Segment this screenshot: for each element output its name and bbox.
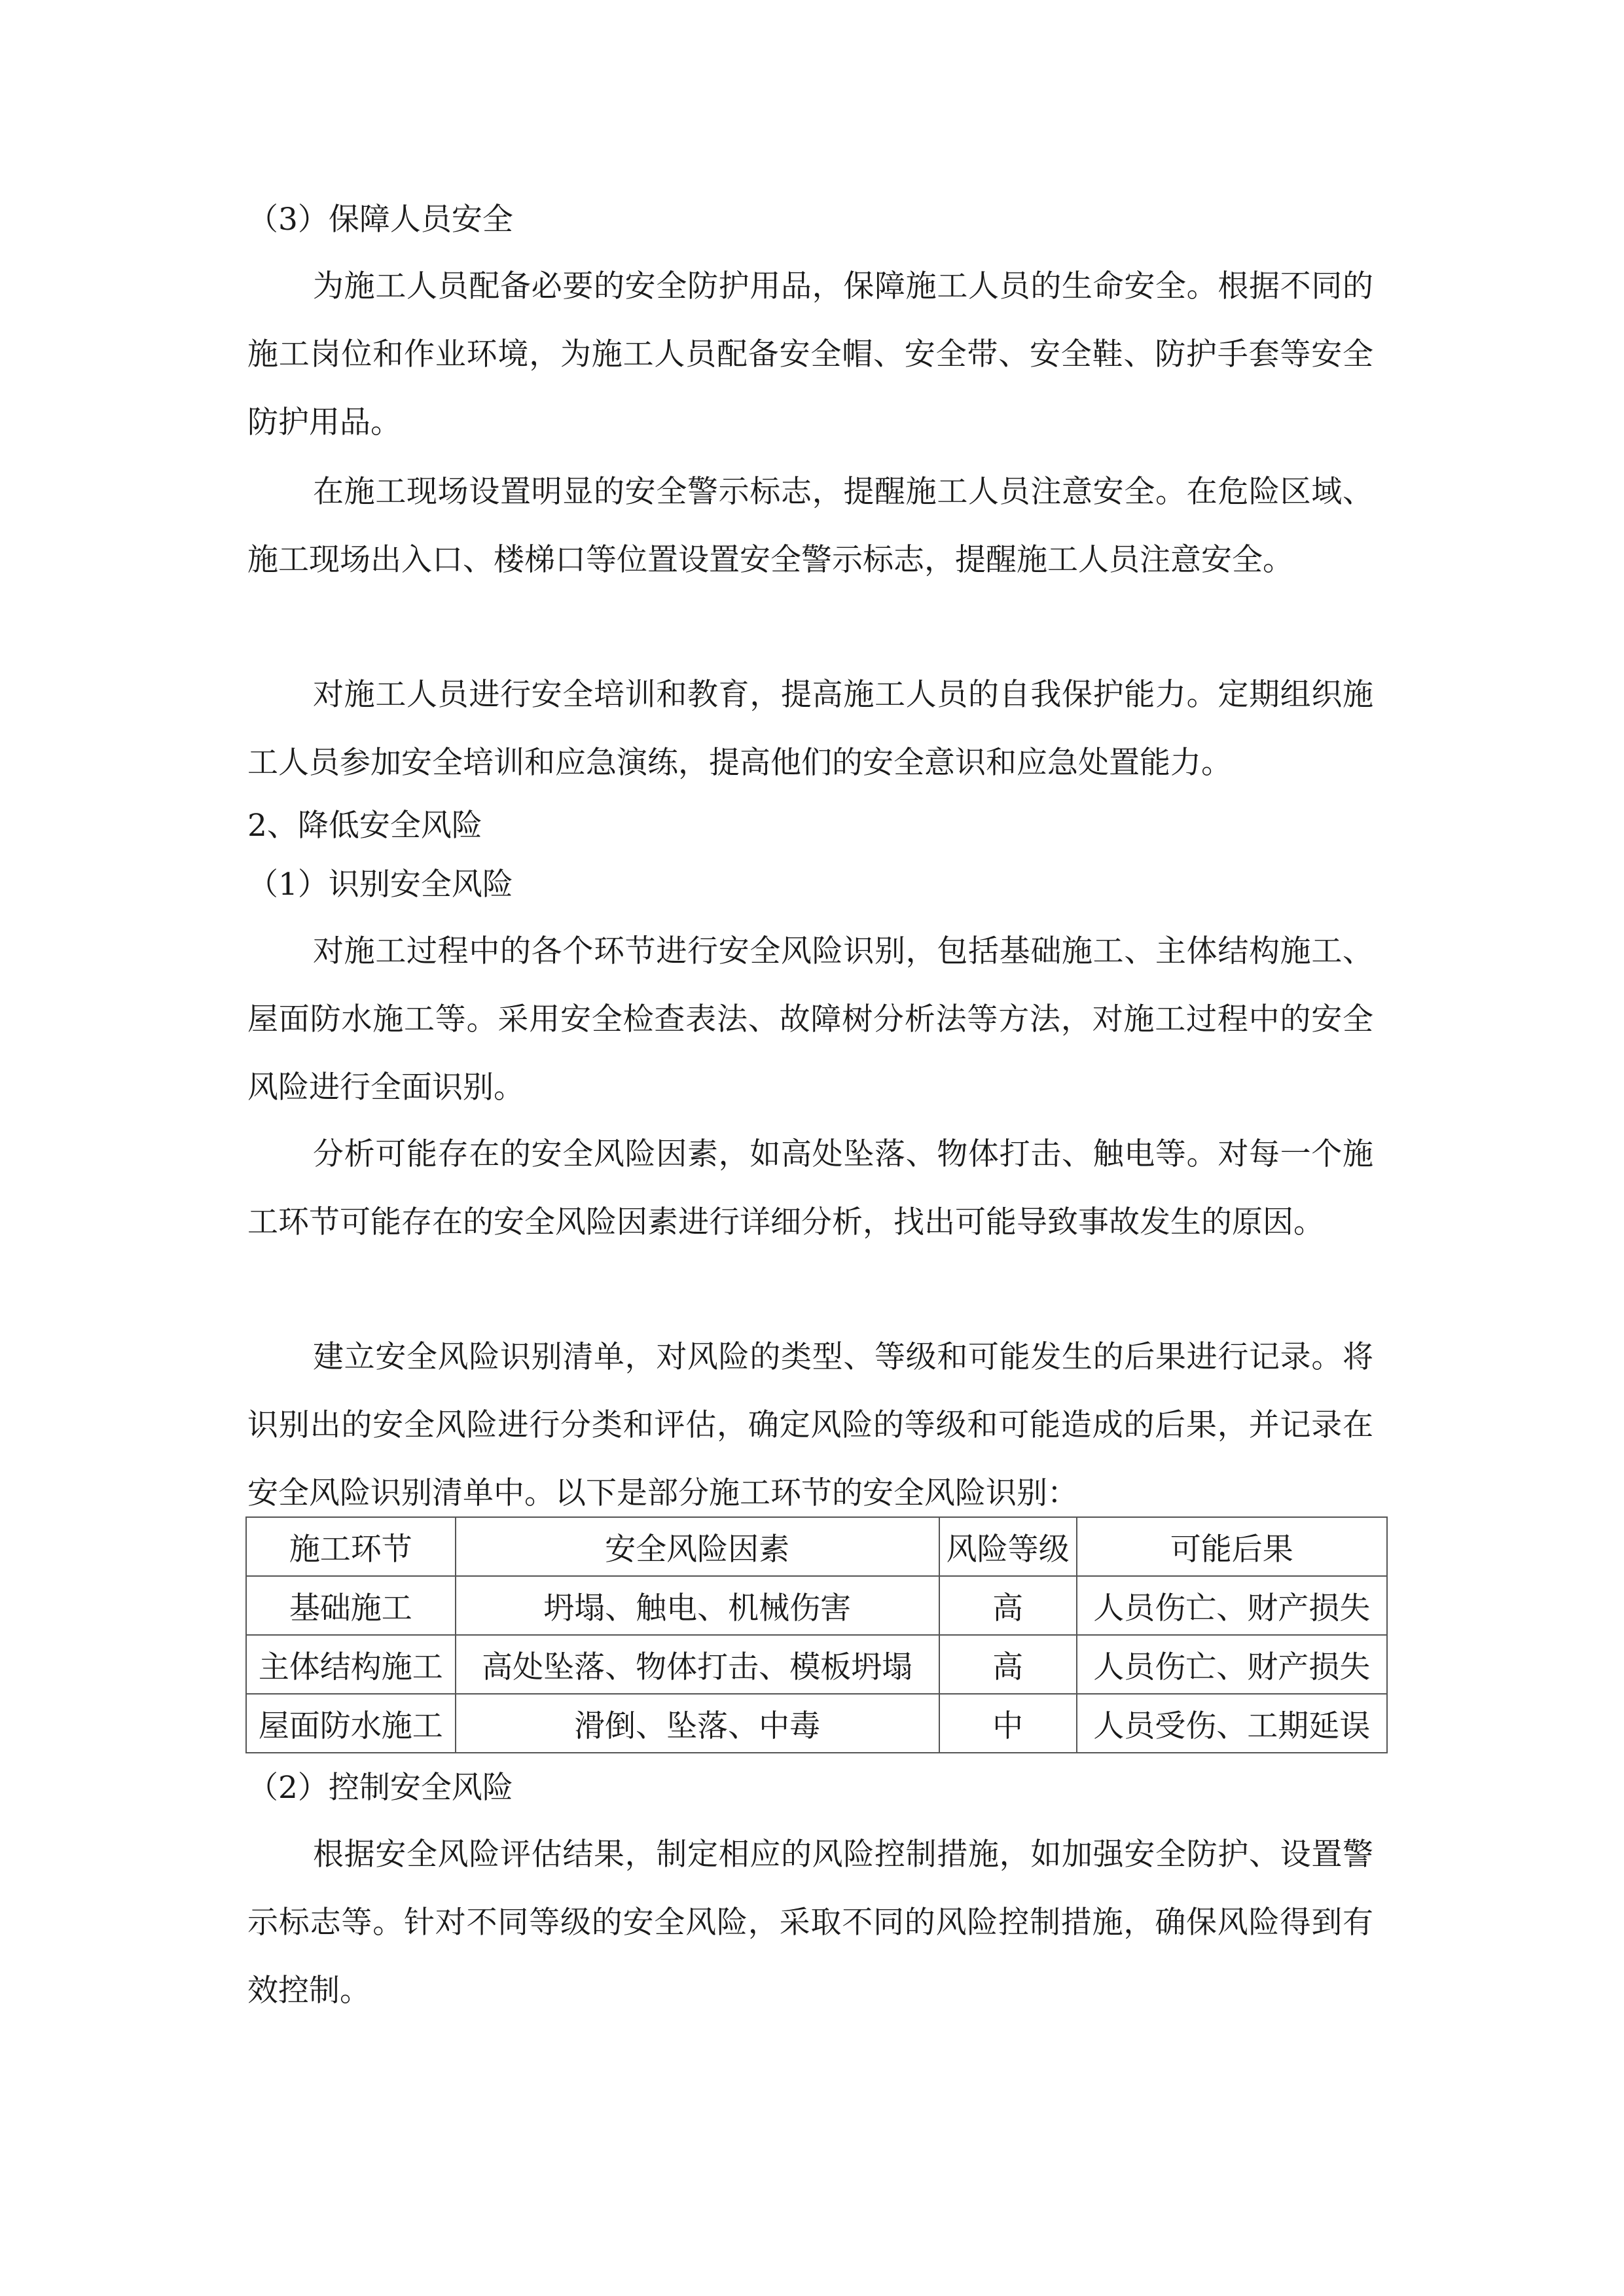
section-heading-2-control: （2）控制安全风险 [247, 1770, 513, 1806]
paragraph: 为施工人员配备必要的安全防护用品，保障施工人员的生命安全。根据不同的施工岗位和作业环境，为施工人员配备安全帽、安全带、安全鞋、防护手套等安全防护用品。 [247, 268, 1373, 440]
table-cell: 高处坠落、物体打击、模板坍塌 [456, 1635, 939, 1694]
paragraph: 对施工人员进行安全培训和教育，提高施工人员的自我保护能力。定期组织施工人员参加安全培训和应急演练，提高他们的安全意识和应急处置能力。 [247, 677, 1373, 781]
paragraph: 对施工过程中的各个环节进行安全风险识别，包括基础施工、主体结构施工、屋面防水施工等。采用安全检查表法、故障树分析法等方法，对施工过程中的安全风险进行全面识别。 [247, 933, 1373, 1105]
table-cell: 主体结构施工 [246, 1635, 456, 1694]
section-heading-1: （1）识别安全风险 [247, 867, 513, 903]
table-cell: 屋面防水施工 [246, 1694, 456, 1753]
table-cell: 基础施工 [246, 1576, 456, 1635]
risk-identification-table [245, 1516, 1388, 1753]
table-cell: 人员伤亡、财产损失 [1077, 1635, 1387, 1694]
table-row [246, 1635, 1387, 1694]
table-header-row [246, 1517, 1387, 1576]
paragraph: 分析可能存在的安全风险因素，如高处坠落、物体打击、触电等。对每一个施工环节可能存在的安全风险因素进行详细分析，找出可能导致事故发生的原因。 [247, 1136, 1373, 1240]
table-row [246, 1576, 1387, 1635]
table-cell: 人员受伤、工期延误 [1077, 1694, 1387, 1753]
section-heading-3: （3）保障人员安全 [247, 202, 513, 238]
table-header-cell: 施工环节 [246, 1517, 456, 1576]
table-row [246, 1694, 1387, 1753]
table-header-cell: 风险等级 [939, 1517, 1077, 1576]
section-heading-2: 2、降低安全风险 [247, 808, 482, 844]
paragraph: 在施工现场设置明显的安全警示标志，提醒施工人员注意安全。在危险区域、施工现场出入口、楼梯口等位置设置安全警示标志，提醒施工人员注意安全。 [247, 474, 1373, 578]
table-cell: 高 [939, 1576, 1077, 1635]
table-cell: 人员伤亡、财产损失 [1077, 1576, 1387, 1635]
table-cell: 滑倒、坠落、中毒 [456, 1694, 939, 1753]
table-header-cell: 可能后果 [1077, 1517, 1387, 1576]
paragraph: 根据安全风险评估结果，制定相应的风险控制措施，如加强安全防护、设置警示标志等。针对不同等级的安全风险，采取不同的风险控制措施，确保风险得到有效控制。 [247, 1837, 1373, 2009]
table-cell: 坍塌、触电、机械伤害 [456, 1576, 939, 1635]
table-cell: 高 [939, 1635, 1077, 1694]
paragraph: 建立安全风险识别清单，对风险的类型、等级和可能发生的后果进行记录。将识别出的安全风险进行分类和评估，确定风险的等级和可能造成的后果，并记录在安全风险识别清单中。以下是部分施工环节的安全风险识别： [247, 1339, 1373, 1511]
table-header-cell: 安全风险因素 [456, 1517, 939, 1576]
table-cell: 中 [939, 1694, 1077, 1753]
